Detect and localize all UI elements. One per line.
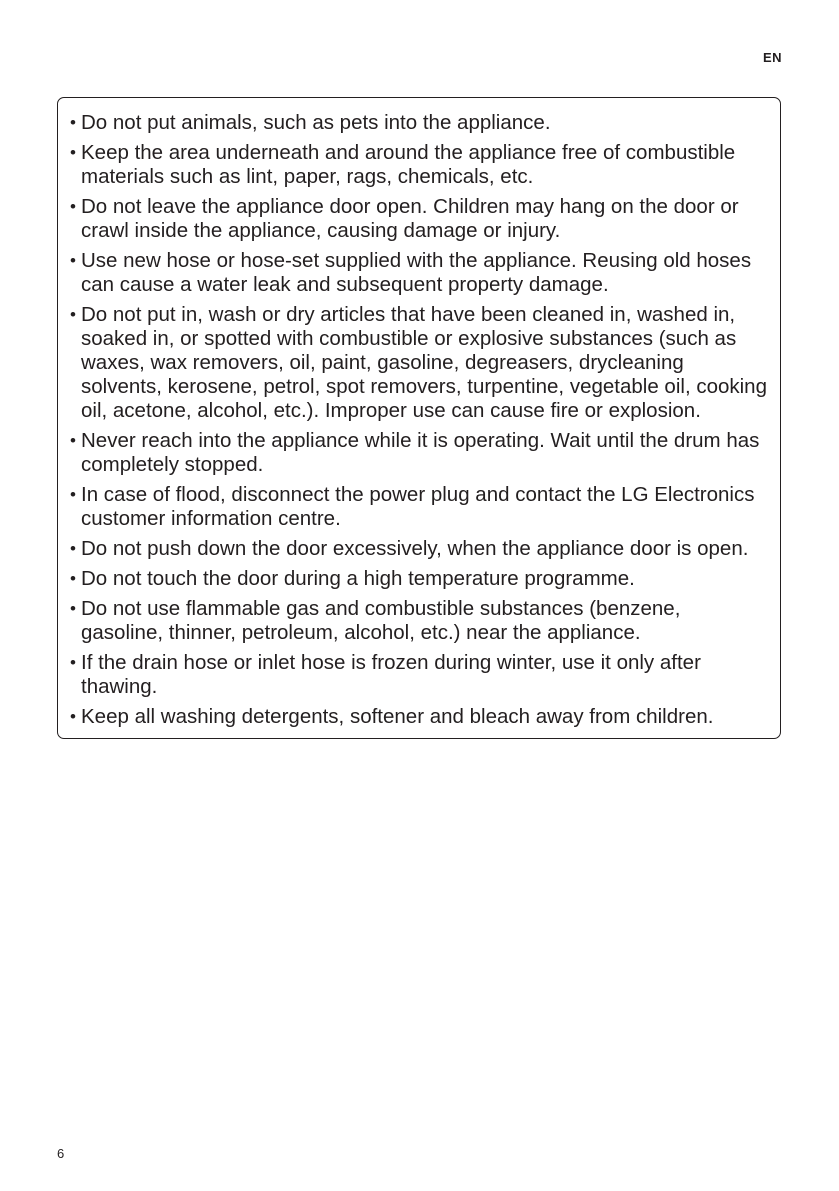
bullet-icon: • xyxy=(70,431,76,450)
bullet-icon: • xyxy=(70,599,76,618)
safety-warnings-box xyxy=(57,97,781,739)
list-item xyxy=(70,705,768,729)
list-item-text: Do not push down the door excessively, when the appliance door is open. xyxy=(81,537,749,560)
list-item xyxy=(70,249,768,297)
page-number: 6 xyxy=(57,1146,65,1161)
list-item xyxy=(70,141,768,189)
bullet-icon: • xyxy=(70,305,76,324)
list-item-text: In case of flood, disconnect the power plug and contact the LG Electronics customer information centre. xyxy=(81,483,755,530)
list-item-text: Keep the area underneath and around the appliance free of combustible materials such as lint, paper, rags, chemicals, etc. xyxy=(81,141,736,188)
list-item-text: Do not touch the door during a high temperature programme. xyxy=(81,567,635,590)
list-item xyxy=(70,567,768,591)
list-item-text: Do not put animals, such as pets into the appliance. xyxy=(81,111,551,134)
bullet-icon: • xyxy=(70,539,76,558)
bullet-icon: • xyxy=(70,707,76,726)
bullet-icon: • xyxy=(70,653,76,672)
language-label: EN xyxy=(762,50,782,65)
list-item-text: Keep all washing detergents, softener and bleach away from children. xyxy=(81,705,714,728)
list-item xyxy=(70,537,768,561)
list-item-text: Never reach into the appliance while it is operating. Wait until the drum has completely stopped. xyxy=(81,429,760,476)
list-item xyxy=(70,195,768,243)
list-item-text: If the drain hose or inlet hose is frozen during winter, use it only after thawing. xyxy=(81,651,701,698)
safety-warnings-list xyxy=(70,111,768,729)
bullet-icon: • xyxy=(70,197,76,216)
bullet-icon: • xyxy=(70,143,76,162)
list-item xyxy=(70,651,768,699)
list-item xyxy=(70,303,768,423)
list-item xyxy=(70,429,768,477)
list-item-text: Use new hose or hose-set supplied with the appliance. Reusing old hoses can cause a water leak and subsequent property damage. xyxy=(81,249,752,296)
list-item xyxy=(70,483,768,531)
bullet-icon: • xyxy=(70,485,76,504)
bullet-icon: • xyxy=(70,251,76,270)
list-item-text: Do not use flammable gas and combustible substances (benzene, gasoline, thinner, petroleum, alcohol, etc.) near the appliance. xyxy=(81,597,681,644)
bullet-icon: • xyxy=(70,569,76,588)
list-item xyxy=(70,597,768,645)
list-item-text: Do not leave the appliance door open. Children may hang on the door or crawl inside the appliance, causing damage or injury. xyxy=(81,195,739,242)
bullet-icon: • xyxy=(70,113,76,132)
list-item xyxy=(70,111,768,135)
list-item-text: Do not put in, wash or dry articles that have been cleaned in, washed in, soaked in, or spotted with combustible or explosive substances (such as waxes, wax removers, oil, paint, gasoline, degreasers, drycleaning solvents, kerosene, petrol, spot removers, turpentine, vegetable oil, cooking oil, acetone, alcohol, etc.). Improper use can cause fire or explosion. xyxy=(81,303,767,422)
